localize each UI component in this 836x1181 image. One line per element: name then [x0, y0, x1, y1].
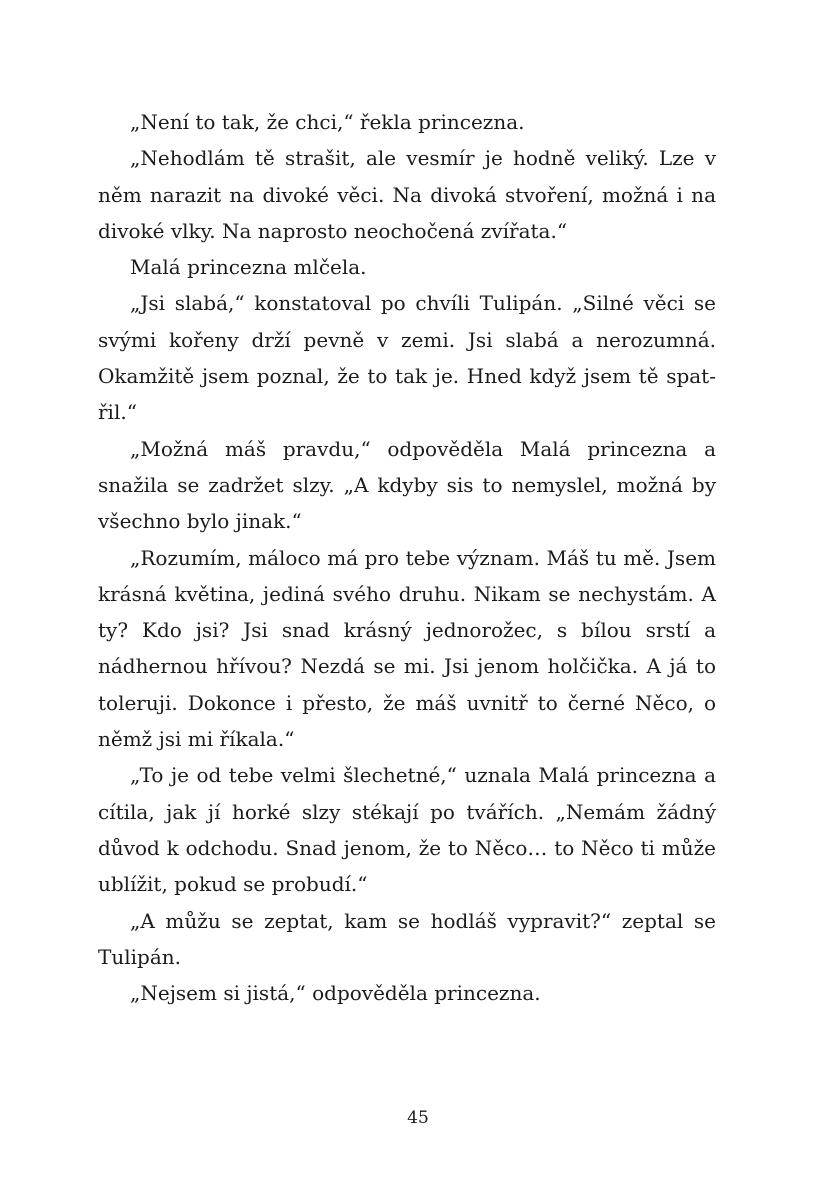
page-number: 45: [407, 1108, 429, 1128]
paragraph-5: „Možná máš pravdu,“ odpověděla Malá princezna a snažila se zadržet slzy. „A kdyby sis to nemyslel, možná by všechno bylo jinak.“: [98, 436, 716, 534]
paragraph-9: „Nejsem si jistá,“ odpověděla princezna.: [130, 981, 541, 1006]
paragraph-6: „Rozumím, máloco má pro tebe význam. Máš tu mě. Jsem krásná květina, jediná svého druhu. Nikam se nechystám. A ty? Kdo jsi? Jsi snad krásný jednorožec, s bílou srstí a nádhernou hřívou? Nezdá se mi. Jsi jenom holčička. A já to toleruji. Dokonce i přesto, že máš uvnitř to černé Něco, o němž jsi mi říkala.“: [98, 545, 716, 752]
body-text: [98, 104, 716, 1011]
paragraph-7: „To je od tebe velmi šlechetné,“ uznala Malá princezna a cítila, jak jí horké slzy stékají po tvářích. „Nemám žádný důvod k odchodu. Snad jenom, že to Něco… to Něco ti může ublížit, pokud se probudí.“: [98, 763, 716, 897]
paragraph-1: „Není to tak, že chci,“ řekla princezna.: [130, 110, 525, 134]
paragraph-8: „A můžu se zeptat, kam se hodláš vypravit?“ zeptal se Tulipán.: [98, 908, 716, 969]
paragraph-4: „Jsi slabá,“ konstatoval po chvíli Tulipán. „Silné věci se svými kořeny drží pevně v zemi. Jsi slabá a nerozumná. Okamžitě jsem poznal, že to tak je. Hned když jsem tě spatřil.“: [98, 291, 716, 425]
paragraph-2: „Nehodlám tě strašit, ale vesmír je hodně veliký. Lze v něm narazit na divoké věci. Na divoká stvoření, možná i na divoké vlky. Na naprosto neochočená zvířata.“: [98, 146, 716, 243]
paragraph-3: Malá princezna mlčela.: [130, 255, 367, 280]
